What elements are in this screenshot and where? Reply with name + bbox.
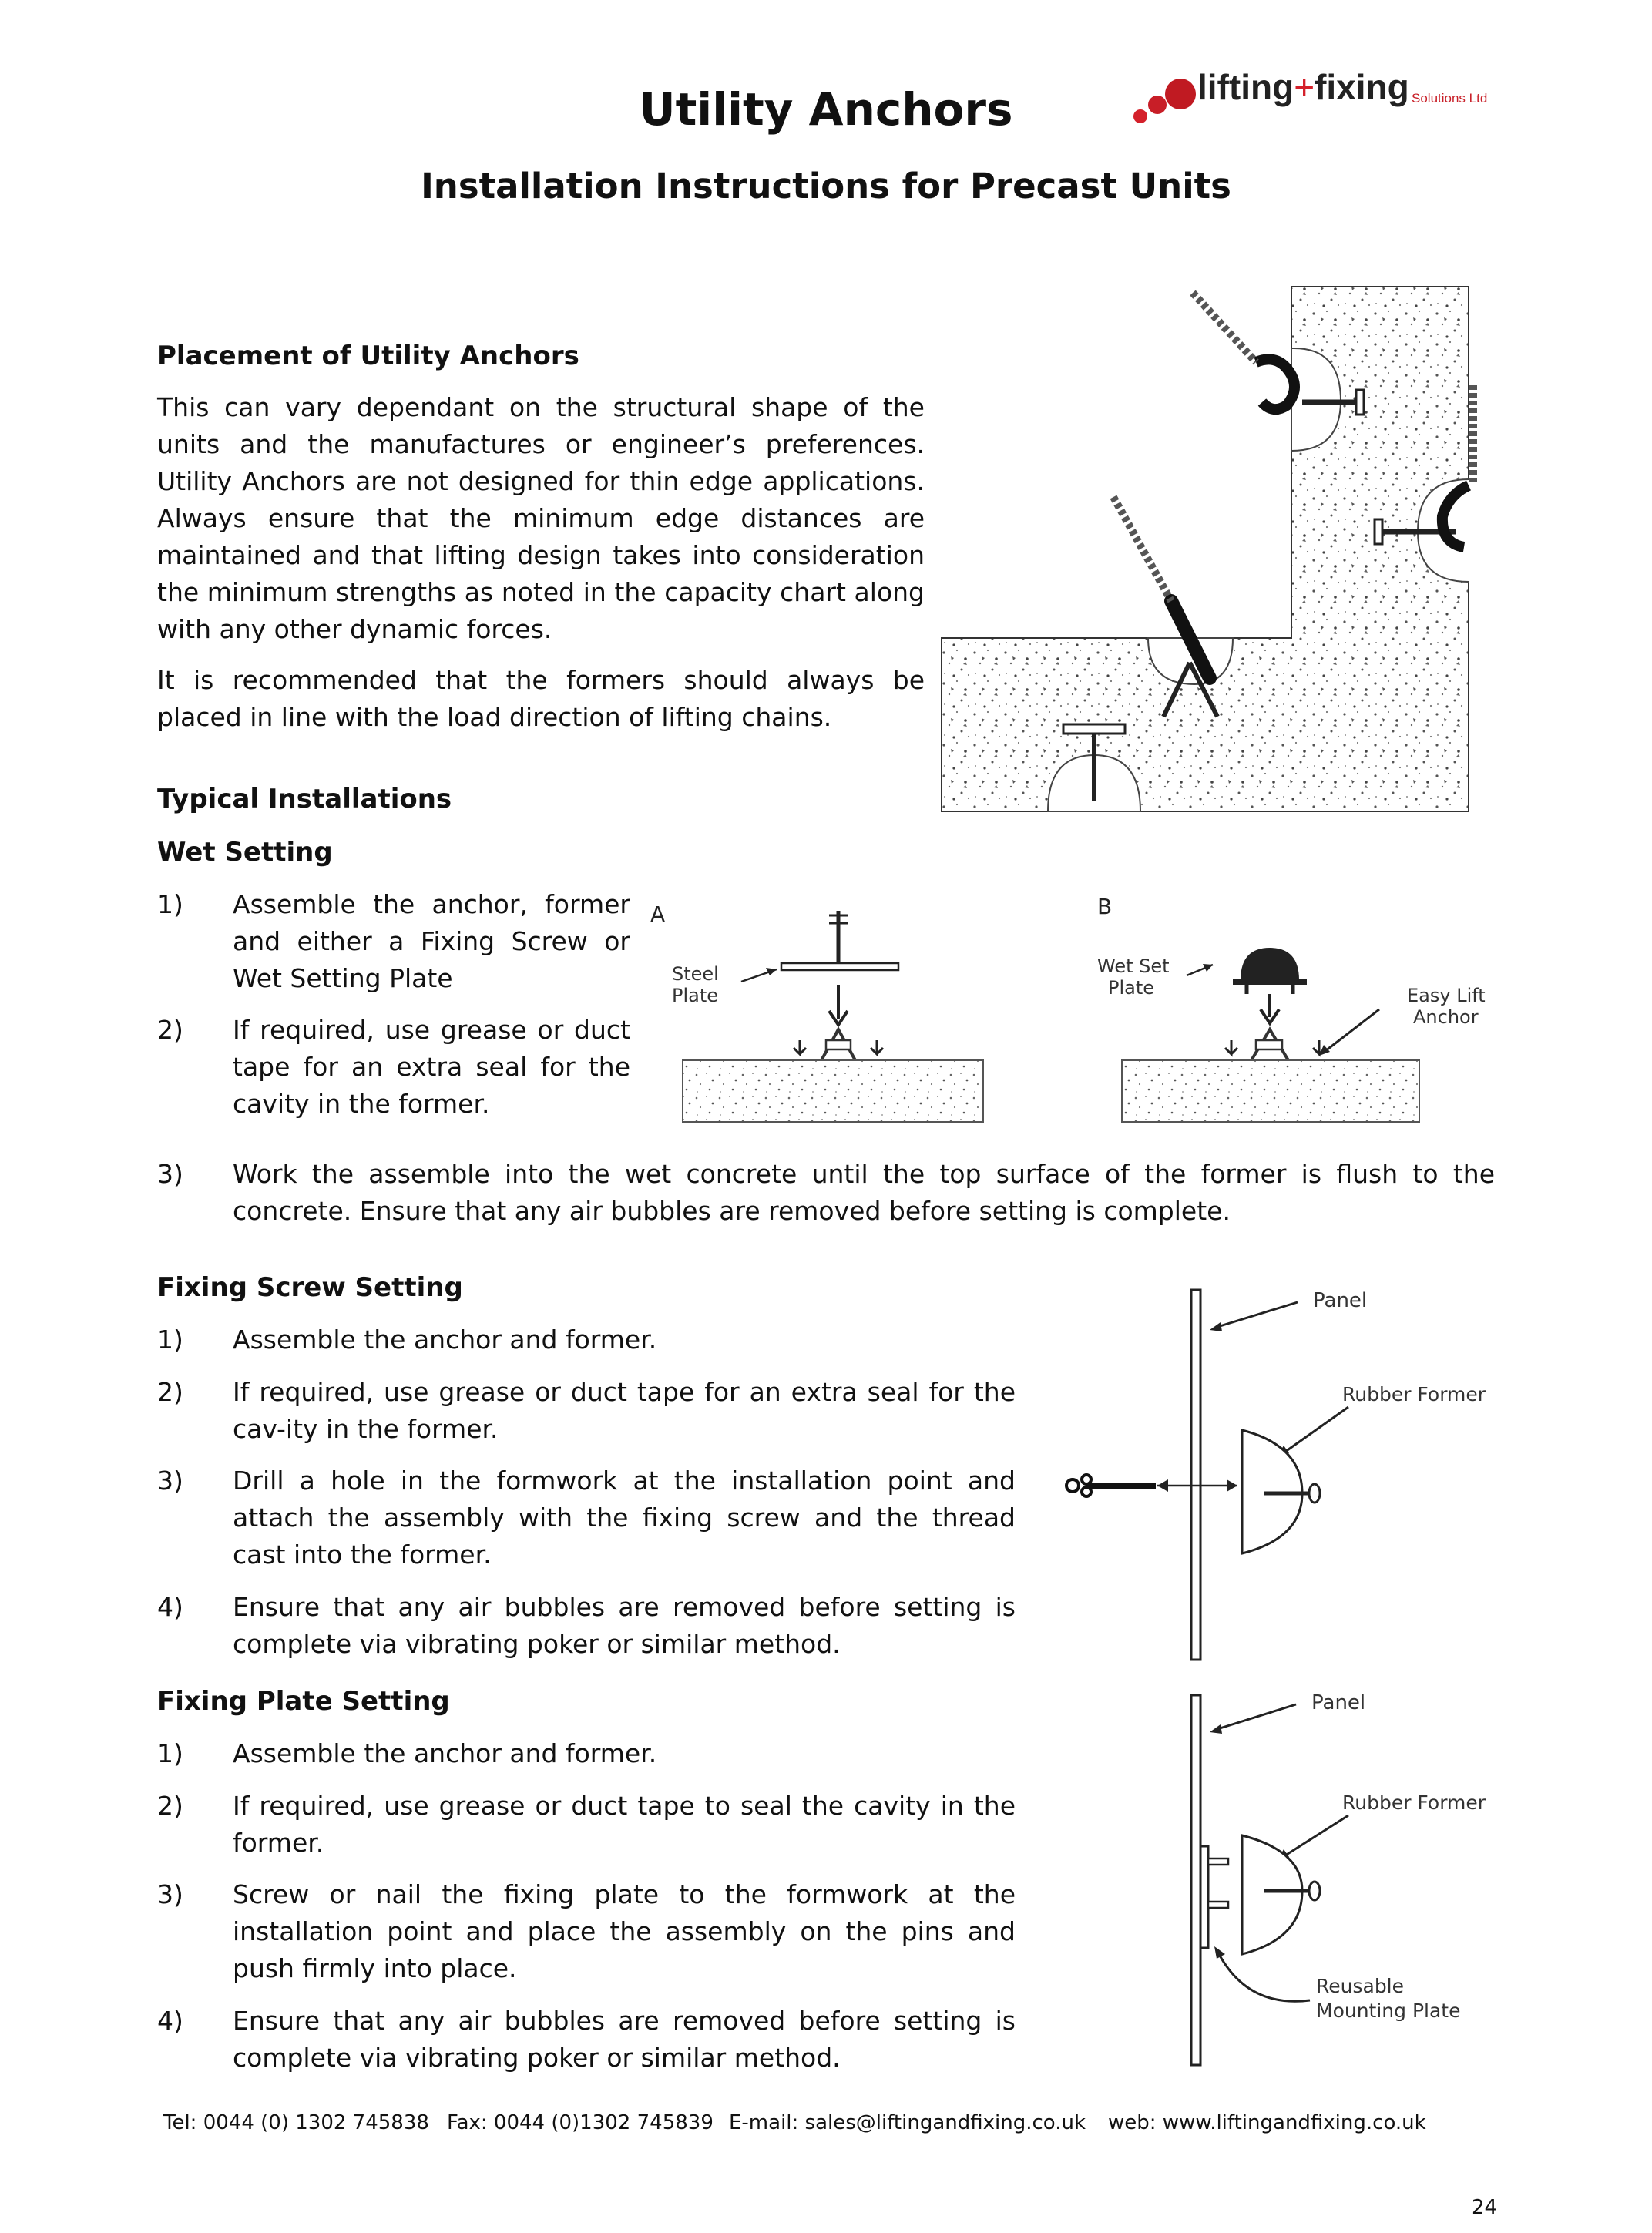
page-title: Utility Anchors [639, 83, 1013, 136]
wet-step-1-text: Assemble the anchor, former and either a Fixing Screw or Wet Setting Plate [233, 889, 630, 993]
wet-set-plate-label-1: Wet Set [1097, 955, 1170, 977]
plate-step-4-text: Ensure that any air bubbles are removed before setting is complete via vibrating poker or similar method. [233, 2006, 1016, 2073]
steel-plate-label-2: Plate [672, 985, 719, 1006]
typical-installations-heading: Typical Installations [157, 784, 452, 814]
logo-subtext: Solutions Ltd [1412, 91, 1488, 106]
screw-step-1-text: Assemble the anchor and former. [233, 1325, 657, 1355]
screw-step-3-text: Drill a hole in the formwork at the installation point and attach the assembly with the fixing screw and the thread cast into the former. [233, 1466, 1016, 1570]
placement-paragraph-2: It is recommended that the formers should always be placed in line with the load direction of lifting chains. [157, 665, 925, 732]
plate-step-3-text: Screw or nail the fixing plate to the formwork at the installation point and place the assembly on the pins and push firmly into place. [233, 1879, 1016, 1983]
steel-plate-label-1: Steel [672, 963, 719, 985]
label-b: B [1097, 894, 1113, 919]
screw-step-1-num: 1) [157, 1325, 183, 1355]
plate-step-1-text: Assemble the anchor and former. [233, 1738, 657, 1768]
plate-step-3-num: 3) [157, 1879, 183, 1909]
plate-step-4-num: 4) [157, 2006, 183, 2036]
screw-step-4-text: Ensure that any air bubbles are removed before setting is complete via vibrating poker or similar method. [233, 1592, 1016, 1659]
placement-paragraph-1: This can vary dependant on the structural shape of the units and the manufactures or engineer’s preferences. Utility Anchors are not designed for thin edge applications. Always ensure that the minimum edge distances are maintained and that lifting design takes into consideration the minimum strengths as noted in the capacity chart along with any other dynamic forces. [157, 392, 925, 644]
wet-step-1-num: 1) [157, 889, 183, 919]
placement-heading: Placement of Utility Anchors [157, 341, 579, 371]
concrete-l-shape [942, 287, 1469, 811]
wet-step-2-text: If required, use grease or duct tape for an extra seal for the cavity in the former. [233, 1015, 630, 1119]
plate-panel-label: Panel [1311, 1691, 1366, 1714]
mounting-plate-label-1: Reusable [1316, 1975, 1405, 1997]
screw-rubber-former-label: Rubber Former [1342, 1383, 1486, 1405]
placement-figure [940, 277, 1479, 817]
plate-rubber-former-label: Rubber Former [1342, 1791, 1486, 1814]
page-number: 24 [1472, 2196, 1498, 2219]
logo-text: lifting+fixing [1197, 67, 1409, 107]
fixing-screw-heading: Fixing Screw Setting [157, 1272, 463, 1303]
screw-panel-label: Panel [1313, 1289, 1368, 1312]
fixing-plate-heading: Fixing Plate Setting [157, 1686, 450, 1717]
mounting-plate-label-2: Mounting Plate [1316, 2000, 1461, 2022]
footer-web[interactable]: web: www.liftingandfixing.co.uk [1108, 2111, 1426, 2134]
plate-step-2-text: If required, use grease or duct tape to seal the cavity in the former. [233, 1791, 1016, 1858]
label-a: A [650, 902, 666, 927]
screw-step-2-num: 2) [157, 1377, 183, 1407]
company-logo [1131, 66, 1501, 136]
screw-step-3-num: 3) [157, 1466, 183, 1496]
footer-tel: Tel: 0044 (0) 1302 745838 [163, 2111, 429, 2134]
screw-step-4-num: 4) [157, 1592, 183, 1622]
screw-step-2-text: If required, use grease or duct tape for an extra seal for the cav-ity in the former. [233, 1377, 1016, 1444]
wet-step-2-num: 2) [157, 1015, 183, 1045]
plate-step-1-num: 1) [157, 1738, 183, 1768]
footer-email[interactable]: E-mail: sales@liftingandfixing.co.uk [729, 2111, 1086, 2134]
page-subtitle: Installation Instructions for Precast Units [421, 166, 1231, 207]
wet-step-3-text: Work the assemble into the wet concrete until the top surface of the former is flush to the concrete. Ensure that any air bubbles are removed before setting is complete. [233, 1159, 1495, 1226]
plate-step-2-num: 2) [157, 1791, 183, 1821]
wet-step-3-num: 3) [157, 1159, 183, 1189]
fixing-screw-figure [1056, 1279, 1518, 1672]
wet-setting-heading: Wet Setting [157, 837, 333, 868]
footer-fax: Fax: 0044 (0)1302 745839 [447, 2111, 714, 2134]
fixing-plate-figure [1056, 1684, 1518, 2077]
wet-setting-figure [647, 886, 1486, 1148]
easy-lift-label-2: Anchor [1413, 1006, 1479, 1028]
easy-lift-label-1: Easy Lift [1407, 985, 1486, 1006]
wet-set-plate-label-2: Plate [1108, 977, 1155, 999]
